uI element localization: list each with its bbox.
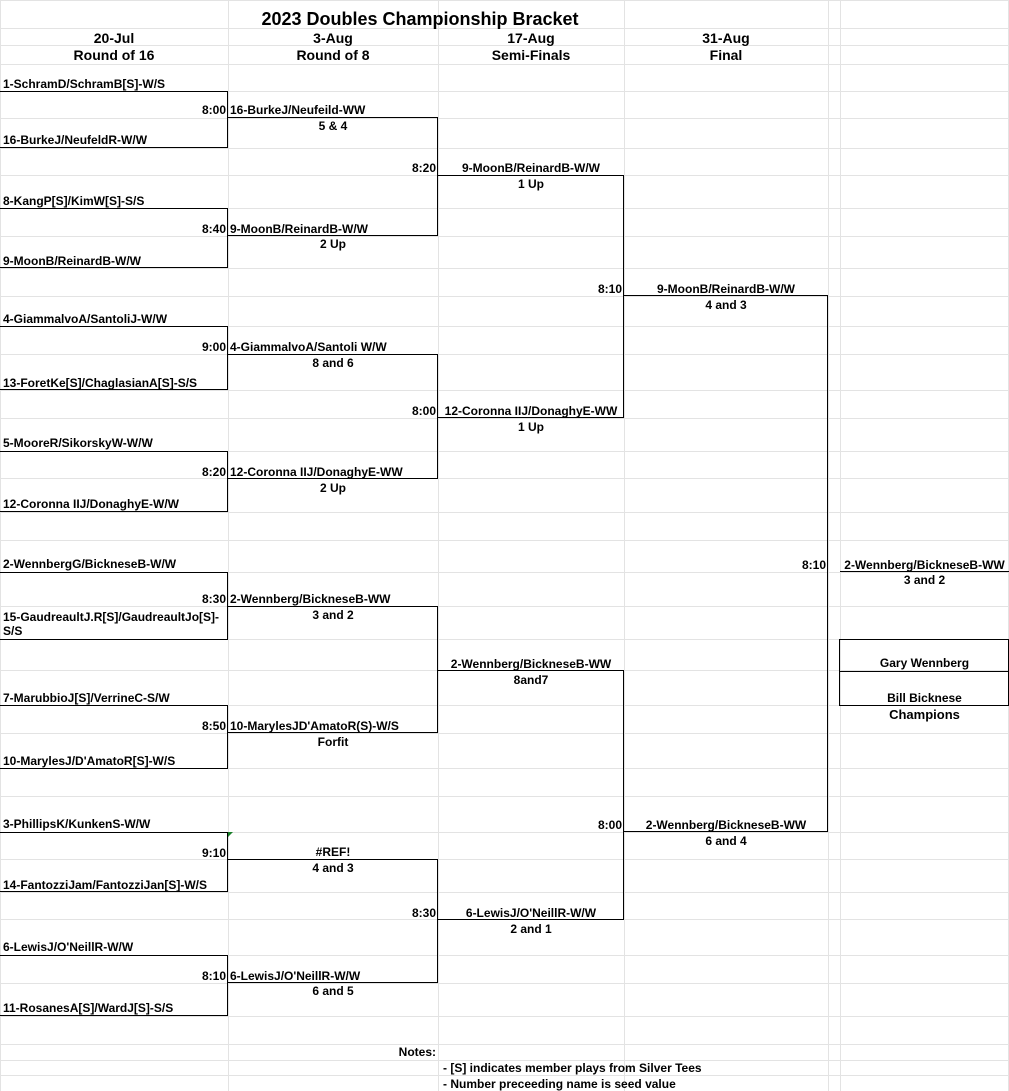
round8-winner: 16-BurkeJ/Neufeild-WW bbox=[230, 103, 366, 117]
round8-score: 3 and 2 bbox=[312, 608, 354, 622]
semis-header: Semi-Finals bbox=[491, 47, 571, 63]
notes-label: Notes: bbox=[398, 1045, 436, 1059]
round16-team: 5-MooreR/SikorskyW-W/W bbox=[3, 436, 153, 450]
bracket-line bbox=[0, 955, 228, 956]
gridline-horizontal bbox=[0, 296, 1009, 297]
match-time: 8:10 bbox=[597, 282, 622, 296]
gridline-horizontal bbox=[0, 540, 1009, 541]
semis-date: 17-Aug bbox=[507, 30, 555, 46]
semi-winner: 12-Coronna IIJ/DonaghyE-WW bbox=[444, 404, 618, 418]
semi-winner: 9-MoonB/ReinardB-W/W bbox=[462, 161, 600, 175]
gridline-vertical bbox=[624, 0, 625, 1091]
final-score: 6 and 4 bbox=[705, 834, 747, 848]
semi-score: 1 Up bbox=[517, 420, 544, 434]
round16-team: 11-RosanesA[S]/WardJ[S]-S/S bbox=[3, 1001, 174, 1015]
bracket-line bbox=[437, 859, 438, 983]
match-time: 8:50 bbox=[201, 719, 226, 733]
round8-score: 5 & 4 bbox=[318, 119, 348, 133]
round8-date: 3-Aug bbox=[313, 30, 353, 46]
note-line: - [S] indicates member plays from Silver Tees bbox=[443, 1061, 702, 1075]
gridline-horizontal bbox=[0, 796, 1009, 797]
gridline-vertical bbox=[228, 0, 229, 1091]
match-time: 8:00 bbox=[201, 103, 226, 117]
bracket-line bbox=[0, 208, 228, 209]
champions-label: Champions bbox=[889, 707, 960, 722]
round16-team: 10-MarylesJ/D'AmatoR[S]-W/S bbox=[3, 754, 176, 768]
round16-team: 4-GiammalvoA/SantoliJ-W/W bbox=[3, 312, 168, 326]
match-time: 8:40 bbox=[201, 222, 226, 236]
gridline-vertical bbox=[840, 0, 841, 1091]
champion-player-2: Bill Bicknese bbox=[887, 691, 962, 705]
round8-score: 2 Up bbox=[319, 481, 346, 495]
gridline-horizontal bbox=[0, 983, 1009, 984]
match-time: 8:00 bbox=[597, 818, 622, 832]
match-time: 8:20 bbox=[201, 465, 226, 479]
round16-team: 8-KangP[S]/KimW[S]-S/S bbox=[3, 194, 145, 208]
final-winner: 9-MoonB/ReinardB-W/W bbox=[657, 282, 795, 296]
bracket-line bbox=[228, 606, 438, 607]
match-time: 8:30 bbox=[411, 906, 436, 920]
gridline-horizontal bbox=[0, 1044, 1009, 1045]
gridline-horizontal bbox=[0, 859, 1009, 860]
gridline-horizontal bbox=[0, 0, 1009, 1]
semi-score: 2 and 1 bbox=[510, 922, 552, 936]
bracket-line bbox=[0, 705, 228, 706]
round16-date: 20-Jul bbox=[93, 30, 135, 46]
final-date: 31-Aug bbox=[702, 30, 750, 46]
round16-team: 15-GaudreaultJ.R[S]/GaudreaultJo[S]- bbox=[3, 610, 220, 624]
bracket-line bbox=[0, 91, 228, 92]
final-header: Final bbox=[709, 47, 743, 63]
bracket-line bbox=[827, 295, 828, 832]
bracket-line bbox=[0, 572, 228, 573]
round8-winner: 9-MoonB/ReinardB-W/W bbox=[230, 222, 368, 236]
gridline-horizontal bbox=[0, 390, 1009, 391]
gridline-horizontal bbox=[0, 606, 1009, 607]
round16-team: 7-MarubbioJ[S]/VerrineC-S/W bbox=[3, 691, 170, 705]
gridline-horizontal bbox=[0, 1075, 1009, 1076]
round16-team: 14-FantozziJam/FantozziJan[S]-W/S bbox=[3, 878, 208, 892]
gridline-horizontal bbox=[0, 733, 1009, 734]
match-time: 8:20 bbox=[411, 161, 436, 175]
gridline-vertical bbox=[0, 0, 1, 1091]
round8-score: Forfit bbox=[317, 735, 349, 749]
match-time: 8:30 bbox=[201, 592, 226, 606]
round16-team: 2-WennbergG/BickneseB-W/W bbox=[3, 557, 177, 571]
note-line: - Number preceeding name is seed value bbox=[443, 1077, 676, 1091]
bracket-line bbox=[0, 832, 228, 833]
gridline-horizontal bbox=[0, 512, 1009, 513]
round8-winner: 4-GiammalvoA/Santoli W/W bbox=[230, 340, 387, 354]
gridline-vertical bbox=[828, 0, 829, 1091]
round8-score: 8 and 6 bbox=[312, 356, 354, 370]
cell-comment-marker bbox=[228, 832, 233, 837]
semi-score: 1 Up bbox=[517, 177, 544, 191]
gridline-horizontal bbox=[0, 1016, 1009, 1017]
round16-team: 13-ForetKe[S]/ChaglasianA[S]-S/S bbox=[3, 376, 198, 390]
round8-winner: 10-MarylesJD'AmatoR(S)-W/S bbox=[230, 719, 399, 733]
match-time: 8:10 bbox=[201, 969, 226, 983]
bracket-line bbox=[228, 354, 438, 355]
round8-score: 4 and 3 bbox=[312, 861, 354, 875]
match-time: 9:00 bbox=[201, 340, 226, 354]
bracket-line bbox=[623, 670, 624, 920]
semi-score: 8and7 bbox=[513, 673, 549, 687]
round16-team: 9-MoonB/ReinardB-W/W bbox=[3, 254, 141, 268]
bracket-line bbox=[228, 117, 438, 118]
gridline-horizontal bbox=[0, 118, 1009, 119]
gridline-horizontal bbox=[0, 236, 1009, 237]
bracket-line bbox=[228, 859, 438, 860]
round8-winner: 6-LewisJ/O'NeillR-W/W bbox=[230, 969, 361, 983]
round8-score: 2 Up bbox=[319, 237, 346, 251]
round16-team: 3-PhillipsK/KunkenS-W/W bbox=[3, 817, 151, 831]
gridline-horizontal bbox=[0, 354, 1009, 355]
bracket-title: 2023 Doubles Championship Bracket bbox=[261, 9, 579, 29]
bracket-line bbox=[0, 511, 228, 512]
round8-winner: 2-Wennberg/BickneseB-WW bbox=[230, 592, 391, 606]
round16-team: 12-Coronna IIJ/DonaghyE-W/W bbox=[3, 497, 180, 511]
semi-winner: 6-LewisJ/O'NeillR-W/W bbox=[465, 906, 597, 920]
gridline-horizontal bbox=[0, 64, 1009, 65]
gridline-horizontal bbox=[0, 148, 1009, 149]
gridline-horizontal bbox=[0, 892, 1009, 893]
final-winner: 2-Wennberg/BickneseB-WW bbox=[645, 818, 807, 832]
bracket-line bbox=[438, 175, 624, 176]
match-time: 8:00 bbox=[411, 404, 436, 418]
gridline-horizontal bbox=[0, 268, 1009, 269]
round8-header: Round of 8 bbox=[296, 47, 370, 63]
champion-player-1: Gary Wennberg bbox=[879, 656, 970, 670]
match-time: 9:10 bbox=[201, 846, 226, 860]
gridline-horizontal bbox=[0, 478, 1009, 479]
round8-score: 6 and 5 bbox=[312, 984, 354, 998]
match-time: 8:10 bbox=[801, 558, 826, 572]
champions-box-divider bbox=[839, 671, 1008, 672]
round16-header: Round of 16 bbox=[73, 47, 155, 63]
round16-team: 1-SchramD/SchramB[S]-W/S bbox=[3, 77, 166, 91]
bracket-line bbox=[0, 639, 228, 640]
champion-score: 3 and 2 bbox=[903, 573, 946, 587]
round8-winner: #REF! bbox=[315, 845, 351, 859]
bracket-line bbox=[0, 147, 228, 148]
bracket-line bbox=[623, 175, 624, 418]
final-score: 4 and 3 bbox=[705, 298, 747, 312]
round16-team: 6-LewisJ/O'NeillR-W/W bbox=[3, 940, 134, 954]
round16-team: 16-BurkeJ/NeufeldR-W/W bbox=[3, 133, 148, 147]
gridline-horizontal bbox=[0, 418, 1009, 419]
semi-winner: 2-Wennberg/BickneseB-WW bbox=[450, 657, 612, 671]
bracket-line bbox=[0, 326, 228, 327]
champion-winner: 2-Wennberg/BickneseB-WW bbox=[844, 558, 1005, 572]
bracket-line bbox=[0, 768, 228, 769]
bracket-line bbox=[0, 1015, 228, 1016]
round8-winner: 12-Coronna IIJ/DonaghyE-WW bbox=[230, 465, 403, 479]
round16-team-continued: S/S bbox=[3, 624, 23, 638]
bracket-line bbox=[0, 451, 228, 452]
